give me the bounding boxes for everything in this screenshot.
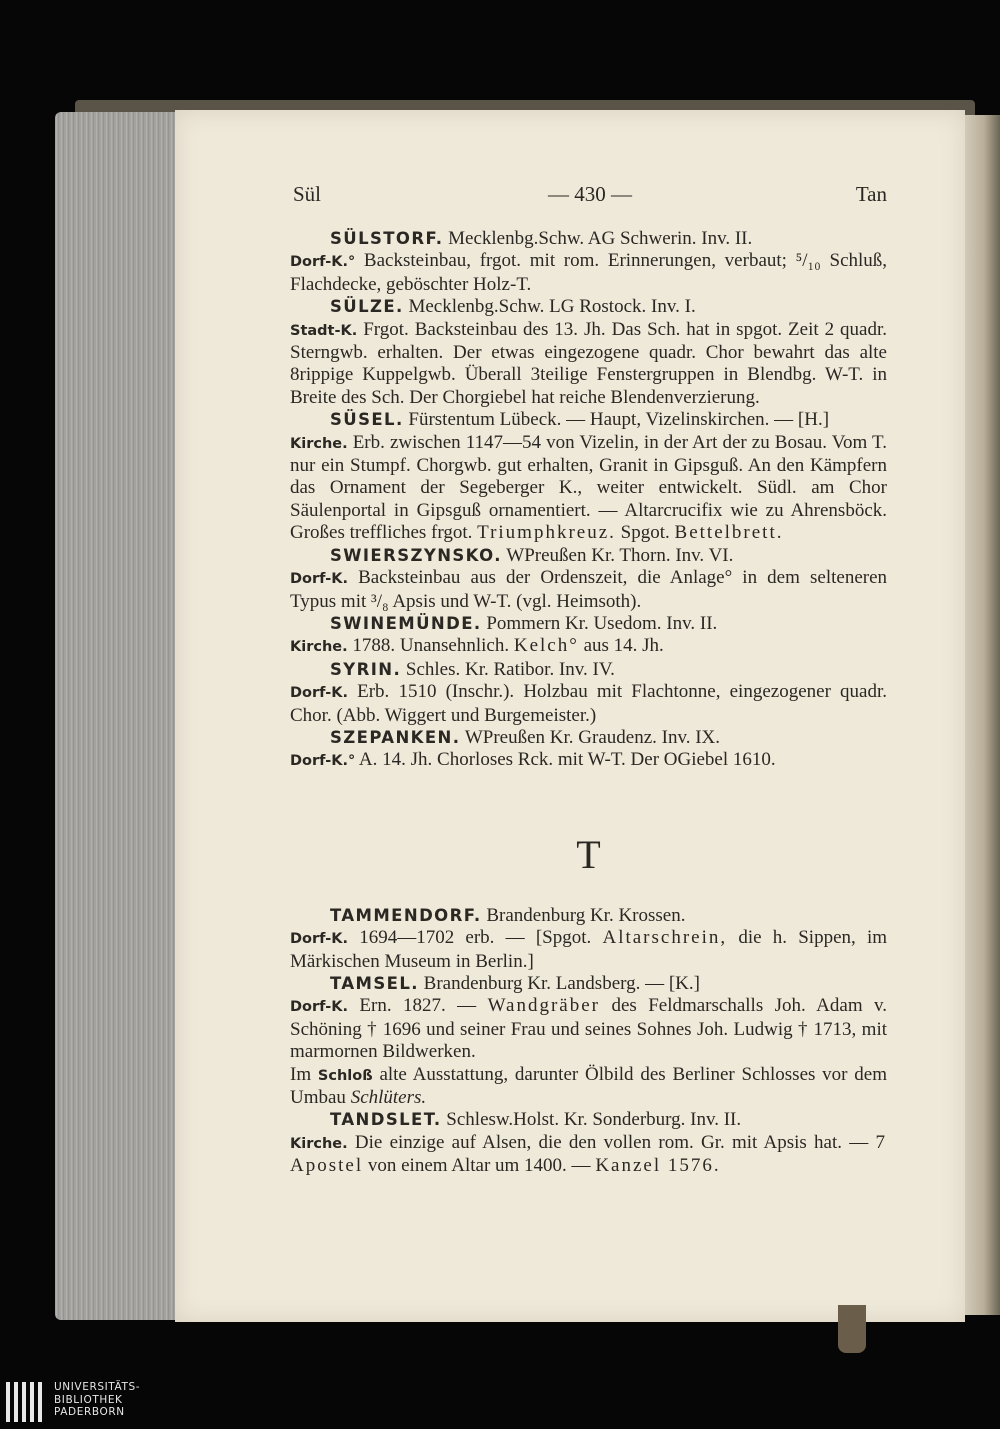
entry-spaced-text: Altarschrein, [602, 927, 728, 949]
entry-swierszynsko-head [290, 545, 887, 567]
entry-location: Brandenburg Kr. Krossen. [486, 904, 686, 926]
section-letter: T [576, 831, 601, 877]
entry-szepanken-body [290, 749, 887, 772]
entry-text: Im [290, 1063, 312, 1085]
entry-location: WPreußen Kr. Graudenz. Inv. IX. [464, 726, 721, 748]
page-body [290, 228, 887, 1178]
entry-swinemunde-head [290, 613, 887, 635]
library-name-line: UNIVERSITÄTS- [54, 1381, 141, 1393]
entry-name: SZEPANKEN. [330, 727, 461, 747]
entry-kind: Dorf-K. [290, 571, 348, 588]
entry-text: Apsis und W-T. (vgl. Heimsoth). [392, 590, 642, 612]
entry-kind: Dorf-K.° [290, 254, 356, 271]
entry-susel-head [290, 409, 887, 431]
entry-name: TAMSEL. [330, 973, 419, 993]
entry-name: TAMMENDORF. [330, 905, 482, 925]
entry-sulstorf-head [290, 228, 887, 250]
entry-text: 1694—1702 erb. — [Spgot. [359, 927, 592, 949]
library-name-line: PADERBORN [54, 1406, 125, 1418]
entry-tamsel-body [290, 995, 887, 1063]
entry-text: Erb. 1510 (Inschr.). Holzbau mit Flachtonne, eingezogener quadr. Chor. (Abb. Wiggert und Burgemeister.) [290, 681, 888, 726]
entry-kind: Kirche. [290, 639, 348, 656]
entry-kind: Schloß [317, 1067, 373, 1084]
library-logo-icon [6, 1382, 46, 1426]
entry-italic-text: Schlüters. [350, 1087, 427, 1108]
entry-kind: Kirche. [290, 435, 348, 452]
entry-szepanken-head [290, 727, 887, 749]
entry-fraction: ³/₈ [371, 590, 389, 612]
entry-name: SÜSEL. [330, 410, 404, 430]
entry-tammendorf-head [290, 905, 887, 927]
entry-text: Frgot. Backsteinbau des 13. Jh. Das Sch. hat in spgot. Zeit 2 quadr. Sterngwb. erhalten. Der etwas eingezogene quadr. Chor bewahrt das alte 8rippige Kuppelgwb. Überall 3teilige Fenstergruppen in Blendbg. W-T. in Breite des Sch. Der Chorgiebel hat reiche Blendenverzierung. [290, 318, 887, 408]
entry-location: Mecklenbg.Schw. LG Rostock. Inv. I. [408, 296, 696, 318]
running-head-right: Tan [855, 182, 887, 206]
entry-name: SWINEMÜNDE. [330, 613, 482, 633]
entry-text: Die einzige auf Alsen, die den vollen rom. Gr. mit Apsis hat. — [354, 1131, 869, 1153]
entry-location: Schles. Kr. Ratibor. Inv. IV. [405, 658, 615, 680]
running-head [293, 182, 887, 210]
entry-fraction: ⁵/₁₀ [795, 250, 821, 272]
entry-sulze-head [290, 296, 887, 318]
entry-syrin-head [290, 659, 887, 681]
entry-tamsel-head [290, 973, 887, 995]
entry-location: WPreußen Kr. Thorn. Inv. VI. [506, 544, 734, 566]
entry-tandslet-body [290, 1132, 887, 1178]
entry-text: Ern. 1827. — [359, 995, 477, 1017]
entry-location: Pommern Kr. Usedom. Inv. II. [486, 612, 718, 634]
entry-text: von einem Altar um 1400. — [367, 1155, 591, 1177]
entry-kind: Kirche. [290, 1135, 348, 1152]
entry-sulstorf-body [290, 250, 887, 296]
entry-spaced-text: 7 Apostel [290, 1131, 888, 1177]
entry-name: SYRIN. [330, 659, 402, 679]
entry-text: Backsteinbau aus der Ordenszeit, die Anlage° in dem selteneren Typus mit [290, 567, 888, 612]
entry-name: TANDSLET. [330, 1110, 442, 1130]
page-number: — 430 — [548, 182, 632, 206]
right-page-edge [960, 115, 1000, 1315]
entry-tammendorf-body [290, 927, 887, 973]
entry-tamsel-schloss [290, 1064, 887, 1110]
entry-kind: Dorf-K. [290, 999, 348, 1016]
entry-location: Brandenburg Kr. Landsberg. — [K.] [423, 972, 700, 994]
entry-name: SWIERSZYNSKO. [330, 545, 502, 565]
entry-name: SÜLZE. [330, 297, 404, 317]
entry-text: Backsteinbau, frgot. mit rom. Erinnerungen, verbaut; [363, 250, 787, 272]
entry-tandslet-head [290, 1109, 887, 1131]
entry-susel-body [290, 432, 887, 545]
entry-text: Erb. zwischen 1147—54 von Vizelin, in der Art der zu Bosau. Vom T. nur ein Stumpf. Chorgwb. gut erhalten, Granit in Gipsguß. An den Kämpfern das Ornament der Segeberger K., weiter entwickelt. Südl. am Chor Säulenportal in Gipsguß ornamentiert. — Altarcrucifix wie zu Ahrensböck. Großes treffliches frgot. [290, 431, 888, 544]
entry-location: Fürstentum Lübeck. — Haupt, Vizelinskirchen. — [H.] [408, 409, 830, 431]
library-name-line: BIBLIOTHEK [54, 1393, 123, 1406]
entry-location: Mecklenbg.Schw. AG Schwerin. Inv. II. [448, 228, 753, 249]
entry-spaced-text: Triumphkreuz. [477, 522, 616, 544]
entry-swinemunde-body [290, 635, 887, 658]
entry-text: des Feldmarschalls Joh. Adam v. Schöning † 1696 und seiner Frau und seines Sohnes Joh. Ludwig † 1713, mit marmornen Bildwerken. [290, 995, 888, 1063]
entry-kind: Dorf-K.° [290, 753, 356, 770]
entry-kind: Dorf-K. [290, 931, 348, 948]
bookmark-ribbon [838, 1305, 866, 1353]
entry-spaced-text: Bettelbrett. [674, 522, 784, 544]
entry-text: alte Ausstattung, darunter Ölbild des Berliner Schlosses vor dem Umbau [290, 1063, 888, 1108]
entry-location: Schlesw.Holst. Kr. Sonderburg. Inv. II. [446, 1109, 742, 1131]
entry-spaced-text: Wandgräber [487, 995, 600, 1017]
entry-text: Spgot. [620, 522, 670, 544]
running-head-left: Sül [293, 182, 322, 206]
entry-syrin-body [290, 681, 887, 727]
entry-text: Schluß, Flachdecke, geböschter Holz-T. [290, 250, 888, 295]
entry-text: 1788. Unansehnlich. [352, 635, 510, 657]
entry-text: aus 14. Jh. [583, 635, 664, 657]
page-block-edge [55, 112, 185, 1320]
entry-kind: Dorf-K. [290, 685, 348, 702]
entry-kind: Stadt-K. [290, 322, 358, 339]
entry-name: SÜLSTORF. [330, 229, 444, 248]
entry-swierszynsko-body [290, 567, 887, 613]
entry-spaced-text: Kanzel 1576. [595, 1155, 721, 1177]
library-footer [0, 1378, 1000, 1429]
entry-text: A. 14. Jh. Chorloses Rck. mit W-T. Der OGiebel 1610. [358, 749, 776, 771]
library-name [54, 1381, 140, 1419]
entry-spaced-text: Kelch° [513, 635, 579, 657]
entry-sulze-body [290, 319, 887, 410]
entry-text: die h. Sippen, im Märkischen Museum in Berlin.] [290, 927, 888, 972]
